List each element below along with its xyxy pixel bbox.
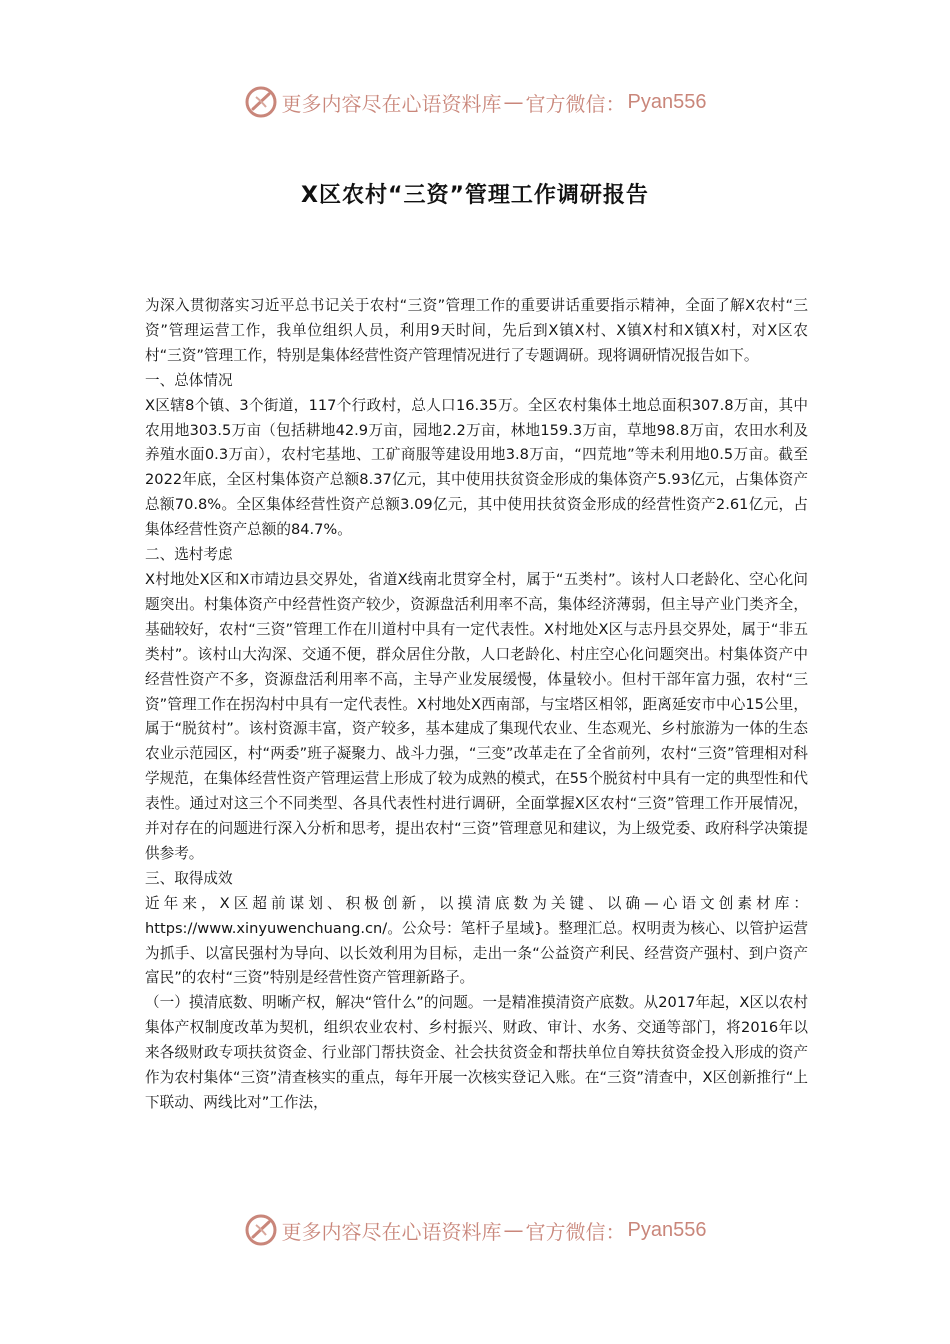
- document-title: X区农村“三资”管理工作调研报告: [301, 183, 649, 208]
- intro-paragraph: 为深入贯彻落实习近平总书记关于农村“三资”管理工作的重要讲话重要指示精神，全面了解X农村“三资”管理运营工作，我单位组织人员，利用9天时间，先后到X镇X村、X镇X村和X镇X村，对X区农村“三资”管理工作，特别是集体经营性资产管理情况进行了专题调研。现将调研情况报告如下。: [145, 297, 808, 364]
- banner-dash: —: [503, 1218, 524, 1242]
- section-heading-achievements: 三、取得成效: [145, 869, 233, 887]
- banner-wechat-id: Pyan556: [627, 1218, 707, 1241]
- banner-wechat-label: 官方微信：: [525, 91, 626, 116]
- village-selection-paragraph: X村地处X区和X市靖边县交界处，省道X线南北贯穿全村，属于“五类村”。该村人口老龄化、空心化问题突出。村集体资产中经营性资产较少，资源盘活利用率不高，集体经济薄弱，但主导产业门类齐全，基础较好，农村“三资”管理工作在川道村中具有一定代表性。X村地处X区与志丹县交界处，属于“非五类村”。该村山大沟深、交通不便，群众居住分散，人口老龄化、村庄空心化问题突出。村集体资产中经营性资产不多，资源盘活利用率不高，主导产业发展缓慢，体量较小。但村干部年富力强，农村“三资”管理工作在拐沟村中具有一定代表性。X村地处X西南部，与宝塔区相邻，距离延安市中心15公里，属于“脱贫村”。该村资源丰富，资产较多，基本建成了集现代农业、生态观光、乡村旅游为一体的生态农业示范园区，村“两委”班子凝聚力、战斗力强，“三变”改革走在了全省前列，农村“三资”管理相对科学规范，在集体经营性资产管理运营上形成了较为成熟的模式，在55个脱贫村中具有一定的典型性和代表性。通过对这三个不同类型、各具代表性村进行调研，全面掌握X区农村“三资”管理工作开展情况，并对存在的问题进行深入分析和思考，提出农村“三资”管理意见和建议，为上级党委、政府科学决策提供参考。: [145, 570, 808, 862]
- section-heading-village-selection: 二、选村考虑: [145, 546, 233, 564]
- banner-brand: 更多内容尽在心语资料库: [281, 1219, 502, 1244]
- banner-wechat-id: Pyan556: [627, 90, 707, 113]
- achievements-paragraph: 近年来，X区超前谋划、积极创新，以摸清底数为关键、以确—心语文创素材库：https://www.xinyuwenchuang.cn/。公众号：笔杆子星域}。整理汇总。权明责为核心、以管护运营为抓手、以富民强村为导向、以长效利用为目标，走出一条“公益资产利民、经营资产强村、到户资产富民”的农村“三资”特别是经营性资产管理新路子。: [145, 894, 808, 987]
- banner-brand: 更多内容尽在心语资料库: [281, 91, 502, 116]
- overview-paragraph: X区辖8个镇、3个街道，117个行政村，总人口16.35万。全区农村集体土地总面积307.8万亩，其中农用地303.5万亩（包括耕地42.9万亩，园地2.2万亩，林地159.3万亩，草地98.8万亩，农田水利及养殖水面0.3万亩），农村宅基地、工矿商服等建设用地3.8万亩，“四荒地”等未利用地0.5万亩。截至2022年底，全区村集体资产总额8.37亿元，其中使用扶贫资金形成的集体资产5.93亿元，占集体资产总额70.8%。全区集体经营性资产总额3.09亿元，其中使用扶贫资金形成的经营性资产2.61亿元，占集体经营性资产总额的84.7%。: [145, 396, 808, 539]
- banner-wechat-label: 官方微信：: [525, 1219, 626, 1244]
- subsection-paragraph-1: （一）摸清底数、明晰产权，解决“管什么”的问题。一是精准摸清资产底数。从2017年起，X区以农村集体产权制度改革为契机，组织农业农村、乡村振兴、财政、审计、水务、交通等部门，将2016年以来各级财政专项扶贫资金、行业部门帮扶资金、社会扶贫资金和帮扶单位自筹扶贫资金投入形成的资产作为农村集体“三资”清查核实的重点，每年开展一次核实登记入账。在“三资”清查中，X区创新推行“上下联动、两线比对”工作法，: [145, 994, 808, 1111]
- header-banner: [0, 82, 950, 122]
- section-heading-overview: 一、总体情况: [145, 371, 233, 389]
- footer-banner: [0, 1210, 950, 1250]
- document-body: [145, 294, 808, 1116]
- logo-icon: [244, 1213, 278, 1247]
- logo-icon: [244, 85, 278, 119]
- banner-dash: —: [503, 90, 524, 114]
